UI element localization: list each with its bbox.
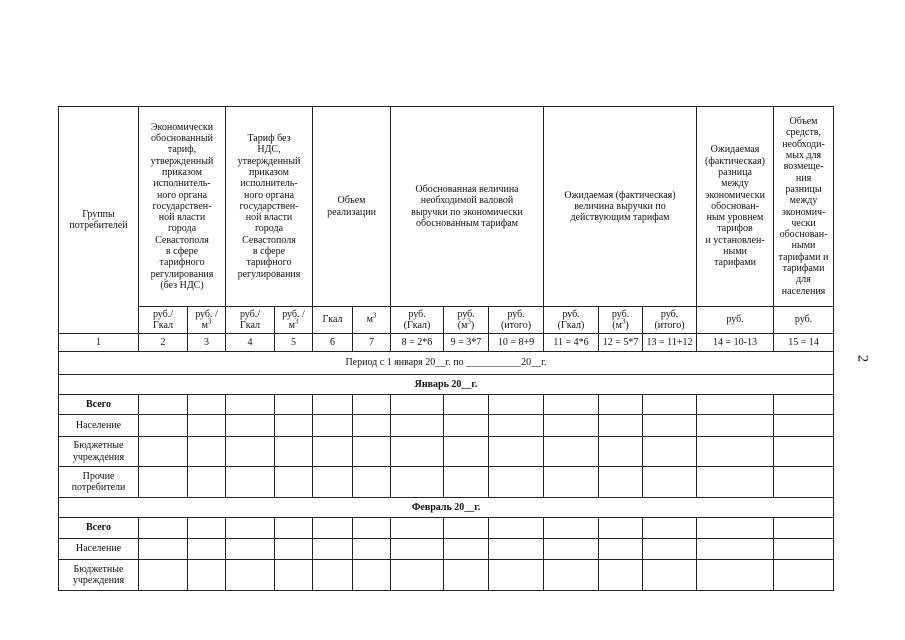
column-number: 14 = 10-13 xyxy=(697,334,774,352)
table-row xyxy=(59,518,834,539)
units-row xyxy=(59,307,834,334)
column-number: 5 xyxy=(275,334,313,352)
header-justified-revenue: Обоснованная величина необходимой валовой выручки по экономически обоснованным тарифам xyxy=(391,107,544,307)
header-econ-tariff: Экономически обоснованный тариф, утвержденный приказом исполнитель- ного органа государствен- ной власти города Севастополя в сфере тарифного регулирования (без НДС) xyxy=(139,107,226,307)
header-expected-revenue: Ожидаемая (фактическая) величина выручки по действующим тарифам xyxy=(544,107,697,307)
unit-cell: руб. xyxy=(697,307,774,334)
unit-cell: руб. xyxy=(774,307,834,334)
month-row xyxy=(59,375,834,395)
column-number: 15 = 14 xyxy=(774,334,834,352)
header-row xyxy=(59,107,834,307)
month-row xyxy=(59,498,834,518)
table-row xyxy=(59,539,834,560)
column-number: 4 xyxy=(226,334,275,352)
unit-cell: руб./ Гкал xyxy=(139,307,188,334)
row-label: Прочие потребители xyxy=(59,467,139,498)
unit-cell: Гкал xyxy=(313,307,353,334)
column-number: 13 = 11+12 xyxy=(643,334,697,352)
unit-cell: руб. / $м^3$ xyxy=(275,307,313,334)
column-number: 12 = 5*7 xyxy=(599,334,643,352)
column-number: 6 xyxy=(313,334,353,352)
column-number: 3 xyxy=(188,334,226,352)
header-tariff-no-vat: Тариф без НДС, утвержденный приказом исполнитель- ного органа государствен- ной власти города Севастополя в сфере тарифного регулирования xyxy=(226,107,313,307)
table-row xyxy=(59,415,834,437)
table-row xyxy=(59,395,834,415)
column-number: 11 = 4*6 xyxy=(544,334,599,352)
column-number: 1 xyxy=(59,334,139,352)
unit-cell: руб. (Гкал) xyxy=(391,307,444,334)
unit-cell: руб. (итого) xyxy=(489,307,544,334)
header-volume: Объем реализации xyxy=(313,107,391,307)
table-row xyxy=(59,560,834,591)
table-row xyxy=(59,437,834,467)
unit-cell: руб. $(м^3)$ xyxy=(599,307,643,334)
header-compensation: Объем средств, необходи- мых для возмеще- ния разницы между экономич- чески обоснован- ными тарифами и тарифами для населения xyxy=(774,107,834,307)
tariff-table xyxy=(58,106,834,591)
row-label: Население xyxy=(59,539,139,560)
header-expected-diff: Ожидаемая (фактическая) разница между экономически обоснован- ным уровнем тарифов и установлен- ными тарифами xyxy=(697,107,774,307)
unit-cell: руб. / $м^3$ xyxy=(188,307,226,334)
unit-cell: $м^3$ xyxy=(353,307,391,334)
row-label: Всего xyxy=(59,395,139,415)
column-number: 10 = 8+9 xyxy=(489,334,544,352)
column-number: 9 = 3*7 xyxy=(444,334,489,352)
row-label: Население xyxy=(59,415,139,437)
column-number: 7 xyxy=(353,334,391,352)
row-label: Бюджетные учреждения xyxy=(59,437,139,467)
period-row xyxy=(59,352,834,375)
unit-cell: руб. (итого) xyxy=(643,307,697,334)
column-numbers-row xyxy=(59,334,834,352)
unit-cell: руб. $(м^3)$ xyxy=(444,307,489,334)
header-group: Группы потребителей xyxy=(59,107,139,334)
column-number: 2 xyxy=(139,334,188,352)
unit-cell: руб. (Гкал) xyxy=(544,307,599,334)
unit-cell: руб./ Гкал xyxy=(226,307,275,334)
table-row xyxy=(59,467,834,498)
row-label: Бюджетные учреждения xyxy=(59,560,139,591)
month-title: Январь 20__г. xyxy=(59,375,834,395)
page-number: 2 xyxy=(854,354,871,363)
period-label: Период с 1 января 20__г. по ___________20__г. xyxy=(59,352,834,375)
row-label: Всего xyxy=(59,518,139,539)
month-title: Февраль 20__г. xyxy=(59,498,834,518)
column-number: 8 = 2*6 xyxy=(391,334,444,352)
